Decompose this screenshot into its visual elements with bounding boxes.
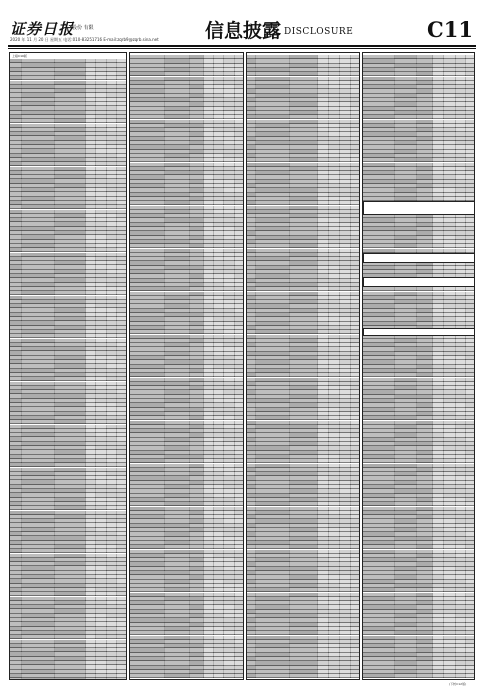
table-merged-cell [363, 328, 475, 336]
table-merged-cell [363, 201, 475, 215]
table-merged-cell [363, 253, 475, 263]
table-cell [466, 679, 475, 681]
table-cell [214, 679, 224, 681]
table-cell [204, 679, 214, 681]
disclosure-table-area [9, 52, 475, 680]
table-row [247, 679, 359, 681]
table-column-4 [362, 52, 475, 680]
table-cell [235, 679, 244, 681]
page-number: C11 [427, 17, 473, 42]
newspaper-logo: 证券日报 [10, 20, 75, 38]
table-cell [165, 679, 190, 681]
table-cell [96, 678, 107, 680]
table-cell [117, 678, 127, 680]
table-row [10, 678, 126, 680]
table-cell [190, 679, 204, 681]
table-row [363, 679, 474, 681]
table-cell [224, 679, 234, 681]
table-cell [55, 678, 86, 680]
table-cell [107, 678, 118, 680]
section-title-en: DISCLOSURE [284, 27, 354, 37]
table-column-3 [246, 52, 360, 680]
table-merged-cell [363, 277, 475, 287]
table-cell [395, 679, 418, 681]
table-cell [22, 678, 55, 680]
section-title-cn: 信息披露 [205, 20, 282, 42]
table-cell [433, 679, 444, 681]
masthead-rule [8, 45, 476, 47]
table-cell [363, 679, 395, 681]
table-cell [329, 679, 340, 681]
continued-to-label: (下转C12版) [449, 682, 467, 686]
table-cell [247, 679, 256, 681]
table-cell [256, 679, 290, 681]
logo-tagline: 股份 有限 [72, 25, 94, 31]
table-cell [340, 679, 350, 681]
table-column-1 [9, 52, 127, 680]
table-cell [290, 679, 317, 681]
table-column-2 [129, 52, 244, 680]
dateline: 2020 年 11 月 20 日 星期五 电话:010-83251716 E-mail:zqrb9@zqrb.sina.net [10, 37, 159, 42]
table-cell [130, 679, 165, 681]
table-cell [417, 679, 433, 681]
masthead [0, 0, 484, 48]
table-cell [444, 679, 455, 681]
table-row [130, 679, 243, 681]
table-cell [10, 678, 22, 680]
table-cell [456, 679, 466, 681]
continued-from-label: 上接C10版 [12, 54, 27, 58]
table-cell [351, 679, 360, 681]
table-cell [86, 678, 97, 680]
masthead-rule-thin [8, 48, 476, 49]
table-cell [318, 679, 329, 681]
